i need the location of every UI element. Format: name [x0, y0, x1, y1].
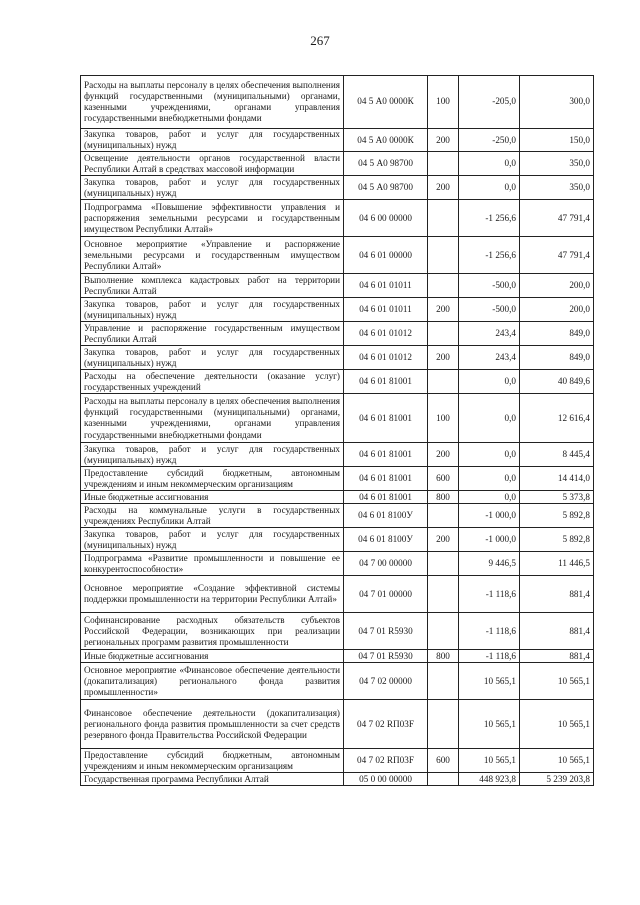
total-amount-cell: 350,0 [520, 176, 594, 200]
change-amount-cell: 0,0 [459, 443, 520, 467]
expense-type-cell: 200 [428, 443, 459, 467]
change-amount-cell: -1 118,6 [459, 650, 520, 663]
expense-type-cell [428, 773, 459, 786]
expense-type-cell: 600 [428, 749, 459, 773]
total-amount-cell: 14 414,0 [520, 467, 594, 491]
budget-table-body [81, 76, 594, 786]
expense-type-cell: 100 [428, 76, 459, 129]
target-article-code-cell: 04 6 01 01011 [344, 274, 428, 298]
expense-name-cell: Предоставление субсидий бюджетным, автономным учреждениям и иным некоммерческим организациям [81, 467, 344, 491]
table-row [81, 322, 594, 346]
target-article-code-cell: 04 6 01 01012 [344, 322, 428, 346]
target-article-code-cell: 04 5 А0 98700 [344, 152, 428, 176]
expense-type-cell: 200 [428, 176, 459, 200]
total-amount-cell: 47 791,4 [520, 200, 594, 237]
table-row [81, 176, 594, 200]
table-row [81, 200, 594, 237]
expense-name-cell: Расходы на выплаты персоналу в целях обеспечения выполнения функций государственными (муниципальными) органами, казенными учреждениями, органами управления государственными внебюджетными фондами [81, 76, 344, 129]
expense-name-cell: Закупка товаров, работ и услуг для государственных (муниципальных) нужд [81, 129, 344, 152]
page-number: 267 [310, 33, 330, 48]
expense-type-cell [428, 663, 459, 700]
total-amount-cell: 8 445,4 [520, 443, 594, 467]
expense-name-cell: Управление и распоряжение государственным имуществом Республики Алтай [81, 322, 344, 346]
expense-type-cell [428, 322, 459, 346]
change-amount-cell: 10 565,1 [459, 700, 520, 749]
change-amount-cell: -205,0 [459, 76, 520, 129]
table-row [81, 576, 594, 613]
target-article-code-cell: 04 6 01 8100У [344, 528, 428, 552]
expense-type-cell [428, 700, 459, 749]
expense-name-cell: Государственная программа Республики Алтай [81, 773, 344, 786]
expense-name-cell: Иные бюджетные ассигнования [81, 650, 344, 663]
table-row [81, 773, 594, 786]
change-amount-cell: 0,0 [459, 394, 520, 443]
expense-name-cell: Предоставление субсидий бюджетным, автономным учреждениям и иным некоммерческим организациям [81, 749, 344, 773]
target-article-code-cell: 04 7 01 R5930 [344, 613, 428, 650]
expense-type-cell: 200 [428, 528, 459, 552]
change-amount-cell: 0,0 [459, 152, 520, 176]
target-article-code-cell: 04 6 01 81001 [344, 491, 428, 504]
target-article-code-cell: 04 6 00 00000 [344, 200, 428, 237]
table-row [81, 552, 594, 576]
table-row [81, 663, 594, 700]
change-amount-cell: -1 256,6 [459, 237, 520, 274]
table-row [81, 650, 594, 663]
budget-table [80, 75, 594, 786]
expense-name-cell: Закупка товаров, работ и услуг для государственных (муниципальных) нужд [81, 528, 344, 552]
target-article-code-cell: 05 0 00 00000 [344, 773, 428, 786]
expense-type-cell [428, 370, 459, 394]
change-amount-cell: 0,0 [459, 370, 520, 394]
change-amount-cell: 243,4 [459, 322, 520, 346]
expense-type-cell [428, 552, 459, 576]
total-amount-cell: 849,0 [520, 346, 594, 370]
table-row [81, 298, 594, 322]
expense-name-cell: Иные бюджетные ассигнования [81, 491, 344, 504]
total-amount-cell: 150,0 [520, 129, 594, 152]
total-amount-cell: 10 565,1 [520, 700, 594, 749]
target-article-code-cell: 04 5 А0 0000К [344, 129, 428, 152]
change-amount-cell: -250,0 [459, 129, 520, 152]
target-article-code-cell: 04 6 01 01012 [344, 346, 428, 370]
expense-name-cell: Подпрограмма «Развитие промышленности и повышение ее конкурентоспособности» [81, 552, 344, 576]
total-amount-cell: 11 446,5 [520, 552, 594, 576]
table-row [81, 237, 594, 274]
expense-type-cell [428, 613, 459, 650]
target-article-code-cell: 04 5 А0 0000К [344, 76, 428, 129]
total-amount-cell: 200,0 [520, 298, 594, 322]
target-article-code-cell: 04 6 01 81001 [344, 467, 428, 491]
total-amount-cell: 350,0 [520, 152, 594, 176]
target-article-code-cell: 04 6 01 8100У [344, 504, 428, 528]
change-amount-cell: 243,4 [459, 346, 520, 370]
target-article-code-cell: 04 7 00 00000 [344, 552, 428, 576]
total-amount-cell: 10 565,1 [520, 749, 594, 773]
total-amount-cell: 881,4 [520, 613, 594, 650]
table-row [81, 504, 594, 528]
total-amount-cell: 5 373,8 [520, 491, 594, 504]
expense-name-cell: Выполнение комплекса кадастровых работ на территории Республики Алтай [81, 274, 344, 298]
expense-name-cell: Подпрограмма «Повышение эффективности управления и распоряжения земельными ресурсами и государственным имуществом Республики Алтай» [81, 200, 344, 237]
target-article-code-cell: 04 5 А0 98700 [344, 176, 428, 200]
total-amount-cell: 881,4 [520, 650, 594, 663]
change-amount-cell: -1 000,0 [459, 528, 520, 552]
table-row [81, 528, 594, 552]
expense-type-cell: 600 [428, 467, 459, 491]
table-row [81, 274, 594, 298]
expense-name-cell: Закупка товаров, работ и услуг для государственных (муниципальных) нужд [81, 176, 344, 200]
expense-type-cell [428, 504, 459, 528]
expense-type-cell [428, 237, 459, 274]
change-amount-cell: 10 565,1 [459, 663, 520, 700]
total-amount-cell: 10 565,1 [520, 663, 594, 700]
expense-name-cell: Закупка товаров, работ и услуг для государственных (муниципальных) нужд [81, 298, 344, 322]
expense-type-cell: 800 [428, 491, 459, 504]
change-amount-cell: 0,0 [459, 491, 520, 504]
total-amount-cell: 200,0 [520, 274, 594, 298]
target-article-code-cell: 04 7 01 00000 [344, 576, 428, 613]
expense-type-cell: 800 [428, 650, 459, 663]
table-row [81, 749, 594, 773]
total-amount-cell: 5 892,8 [520, 504, 594, 528]
total-amount-cell: 5 239 203,8 [520, 773, 594, 786]
expense-type-cell: 200 [428, 346, 459, 370]
target-article-code-cell: 04 6 01 01011 [344, 298, 428, 322]
expense-name-cell: Расходы на выплаты персоналу в целях обеспечения выполнения функций государственными (муниципальными) органами, казенными учреждениями, органами управления государственными внебюджетными фондами [81, 394, 344, 443]
change-amount-cell: 9 446,5 [459, 552, 520, 576]
target-article-code-cell: 04 7 02 RП03F [344, 749, 428, 773]
target-article-code-cell: 04 6 01 81001 [344, 443, 428, 467]
expense-name-cell: Основное мероприятие «Финансовое обеспечение деятельности (докапитализация) регионального фонда развития промышленности» [81, 663, 344, 700]
change-amount-cell: -1 118,6 [459, 576, 520, 613]
table-row [81, 700, 594, 749]
total-amount-cell: 40 849,6 [520, 370, 594, 394]
expense-type-cell [428, 274, 459, 298]
target-article-code-cell: 04 7 01 R5930 [344, 650, 428, 663]
expense-name-cell: Финансовое обеспечение деятельности (докапитализация) регионального фонда развития промышленности за счет средств резервного фонда Правительства Российской Федерации [81, 700, 344, 749]
total-amount-cell: 12 616,4 [520, 394, 594, 443]
change-amount-cell: -1 118,6 [459, 613, 520, 650]
expense-name-cell: Освещение деятельности органов государственной власти Республики Алтай в средствах массовой информации [81, 152, 344, 176]
target-article-code-cell: 04 6 01 00000 [344, 237, 428, 274]
table-row [81, 370, 594, 394]
total-amount-cell: 300,0 [520, 76, 594, 129]
expense-type-cell [428, 152, 459, 176]
expense-name-cell: Расходы на обеспечение деятельности (оказание услуг) государственных учреждений [81, 370, 344, 394]
total-amount-cell: 5 892,8 [520, 528, 594, 552]
change-amount-cell: 0,0 [459, 176, 520, 200]
table-row [81, 129, 594, 152]
expense-name-cell: Основное мероприятие «Создание эффективной системы поддержки промышленности на территории Республики Алтай» [81, 576, 344, 613]
expense-name-cell: Софинансирование расходных обязательств субъектов Российской Федерации, возникающих при реализации региональных программ развития промышленности [81, 613, 344, 650]
table-row [81, 443, 594, 467]
total-amount-cell: 849,0 [520, 322, 594, 346]
expense-name-cell: Основное мероприятие «Управление и распоряжение земельными ресурсами и государственным имуществом Республики Алтай» [81, 237, 344, 274]
table-row [81, 346, 594, 370]
change-amount-cell: 0,0 [459, 467, 520, 491]
target-article-code-cell: 04 7 02 RП03F [344, 700, 428, 749]
table-row [81, 613, 594, 650]
table-row [81, 152, 594, 176]
target-article-code-cell: 04 7 02 00000 [344, 663, 428, 700]
table-row [81, 467, 594, 491]
change-amount-cell: -500,0 [459, 274, 520, 298]
expense-name-cell: Расходы на коммунальные услуги в государственных учреждениях Республики Алтай [81, 504, 344, 528]
change-amount-cell: -500,0 [459, 298, 520, 322]
expense-type-cell: 100 [428, 394, 459, 443]
change-amount-cell: -1 000,0 [459, 504, 520, 528]
expense-type-cell: 200 [428, 129, 459, 152]
expense-type-cell [428, 576, 459, 613]
table-row [81, 76, 594, 129]
change-amount-cell: -1 256,6 [459, 200, 520, 237]
total-amount-cell: 881,4 [520, 576, 594, 613]
change-amount-cell: 448 923,8 [459, 773, 520, 786]
table-row [81, 491, 594, 504]
table-row [81, 394, 594, 443]
total-amount-cell: 47 791,4 [520, 237, 594, 274]
expense-type-cell [428, 200, 459, 237]
target-article-code-cell: 04 6 01 81001 [344, 394, 428, 443]
expense-name-cell: Закупка товаров, работ и услуг для государственных (муниципальных) нужд [81, 443, 344, 467]
target-article-code-cell: 04 6 01 81001 [344, 370, 428, 394]
expense-name-cell: Закупка товаров, работ и услуг для государственных (муниципальных) нужд [81, 346, 344, 370]
change-amount-cell: 10 565,1 [459, 749, 520, 773]
expense-type-cell: 200 [428, 298, 459, 322]
